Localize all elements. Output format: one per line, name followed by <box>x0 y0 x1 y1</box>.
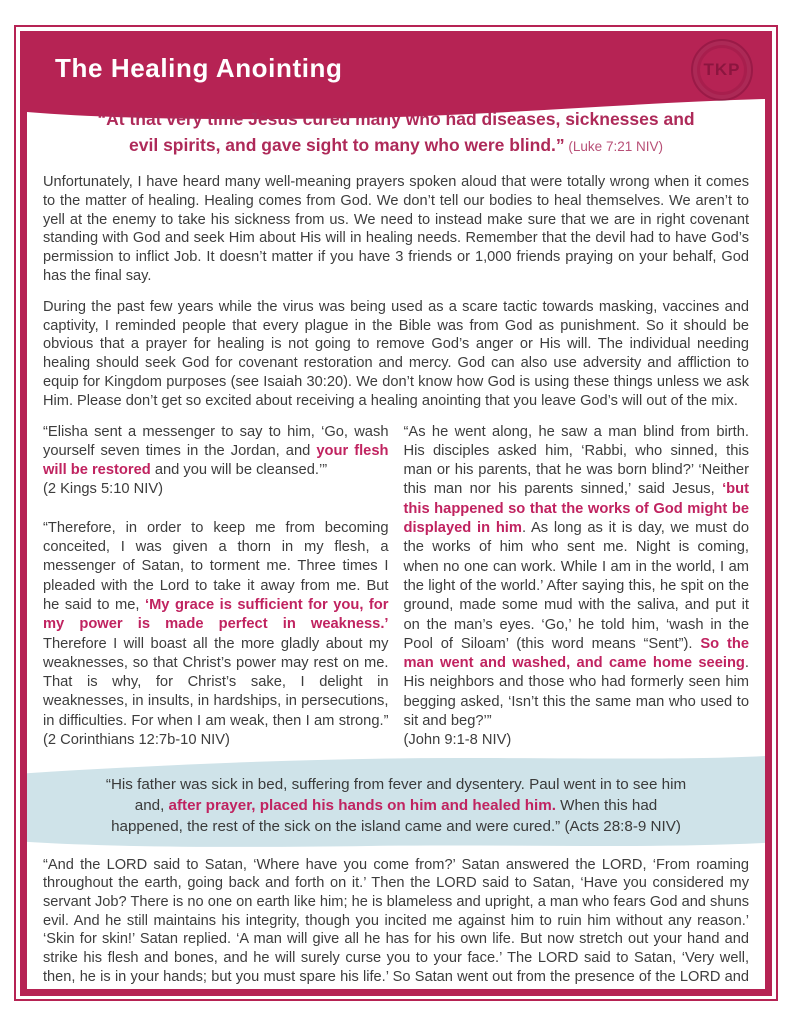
quote-john: “As he went along, he saw a man blind from birth. His disciples asked him, ‘Rabbi, who sinned, this man or his parents, that he was born blind?’ ‘Neither this man nor his parents sinned,’ said Jesus, ‘but this happened so that the works of God might be displayed in him. As long as it is day, we must do the works of him who sent me. Night is coming, when no one can work. While I am in the world, I am the light of the world.’ After saying this, he spit on the ground, made some mud with the saliva, and put it on the man’s eyes. ‘Go,’ he told him, ‘wash in the Pool of Siloam’ (this word means “Sent”). So the man went and washed, and came home seeing. His neighbors and those who had formerly seen him begging asked, ‘Isn’t this the same man who used to sit and beg?’” <box>403 423 750 730</box>
logo-monogram-text: TKP <box>703 60 741 79</box>
scripture-columns <box>43 423 749 751</box>
quote-2corinthians: “Therefore, in order to keep me from becoming conceited, I was given a thorn in my flesh, a messenger of Satan, to torment me. Three times I pleaded with the Lord to take it away from me. But he said to me, ‘My grace is sufficient for you, for my power is made perfect in weakness.’ Therefore I will boast all the more gladly about my weaknesses, so that Christ’s power may rest on me. That is why, for Christ’s sake, I delight in weaknesses, in insults, in hardships, in persecutions, in difficulties. For when I am weak, then I am strong.” (2 Corinthians 12:7b-10 NIV) <box>43 519 389 749</box>
intro-paragraph-1: Unfortunately, I have heard many well-meaning prayers spoken aloud that were totally wrong when it comes to the matter of healing. Healing comes from God. We don’t tell our bodies to heal themselves. We aren’t to yell at the enemy to take his sickness from us. We need to instead make sure that we are in right covenant standing with God and seek Him about His will in healing needs. Remember that the devil had to have God’s permission to inflict Job. It doesn’t matter if you have 3 friends or 1,000 friends praying on your behalf, God has the final say. <box>43 174 749 284</box>
ministry-logo <box>691 39 753 101</box>
intro-paragraph-2: During the past few years while the virus was being used as a scare tactic towards masking, vaccines and captivity, I reminded people that every plague in the Bible was from God as punishment. So it should be obvious that a prayer for healing is not going to remove God’s anger or His will. The individual needing healing should seek God for covenant restoration and mercy. God can also use adversity and affliction to equip for Kingdom purposes (see Isaiah 30:20). We don’t know how God is using these things unless we ask Him. Please don’t get so excited about receiving a healing anointing that you leave God’s will out of the mix. <box>43 298 749 409</box>
left-column <box>43 423 389 751</box>
citation-john: (John 9:1-8 NIV) <box>403 732 512 749</box>
page-title: The Healing Anointing <box>55 53 343 83</box>
citation-2kings: (2 Kings 5:10 NIV) <box>43 481 164 498</box>
quote-2kings: “Elisha sent a messenger to say to him, ‘Go, wash yourself seven times in the Jordan, and your flesh will be restored and you will be cleansed.’” <box>43 423 389 479</box>
header-band <box>27 38 765 96</box>
quote-acts: “His father was sick in bed, suffering from fever and dysentery. Paul went in to see him and, after prayer, placed his hands on him and healed him. When this had happened, the rest of the sick on the island came and were cured.” (Acts 28:8-9 NIV) <box>105 775 687 835</box>
quote-job: “And the LORD said to Satan, ‘Where have you come from?’ Satan answered the LORD, ‘From roaming throughout the earth, going back and forth on it.’ Then the LORD said to Satan, ‘Have you considered my servant Job? There is no one on earth like him; he is blameless and upright, a man who fears God and shuns evil. And he still maintains his integrity, though you incited me against him to ruin him without any reason.’ ‘Skin for skin!’ Satan replied. ‘A man will give all he has for his own life. But now stretch out your hand and strike his flesh and bones, and he will surely curse you to your face.’ The LORD said to Satan, ‘Very well, then, he is in your hands; but you must spare his life.’ So Satan went out from the presence of the LORD and afflicted Job with painful sores from the soles of his feet to the crown of his head.” (Job 2:2-7 NIV) <box>43 856 749 996</box>
lead-scripture-quote: “At that very time Jesus cured many who had diseases, sicknesses and evil spirits, and gave sight to many who were blind.” (Luke 7:21 NIV) <box>97 109 695 155</box>
document-page <box>20 31 772 996</box>
acts-highlight-band <box>27 755 765 850</box>
right-column <box>404 423 750 751</box>
